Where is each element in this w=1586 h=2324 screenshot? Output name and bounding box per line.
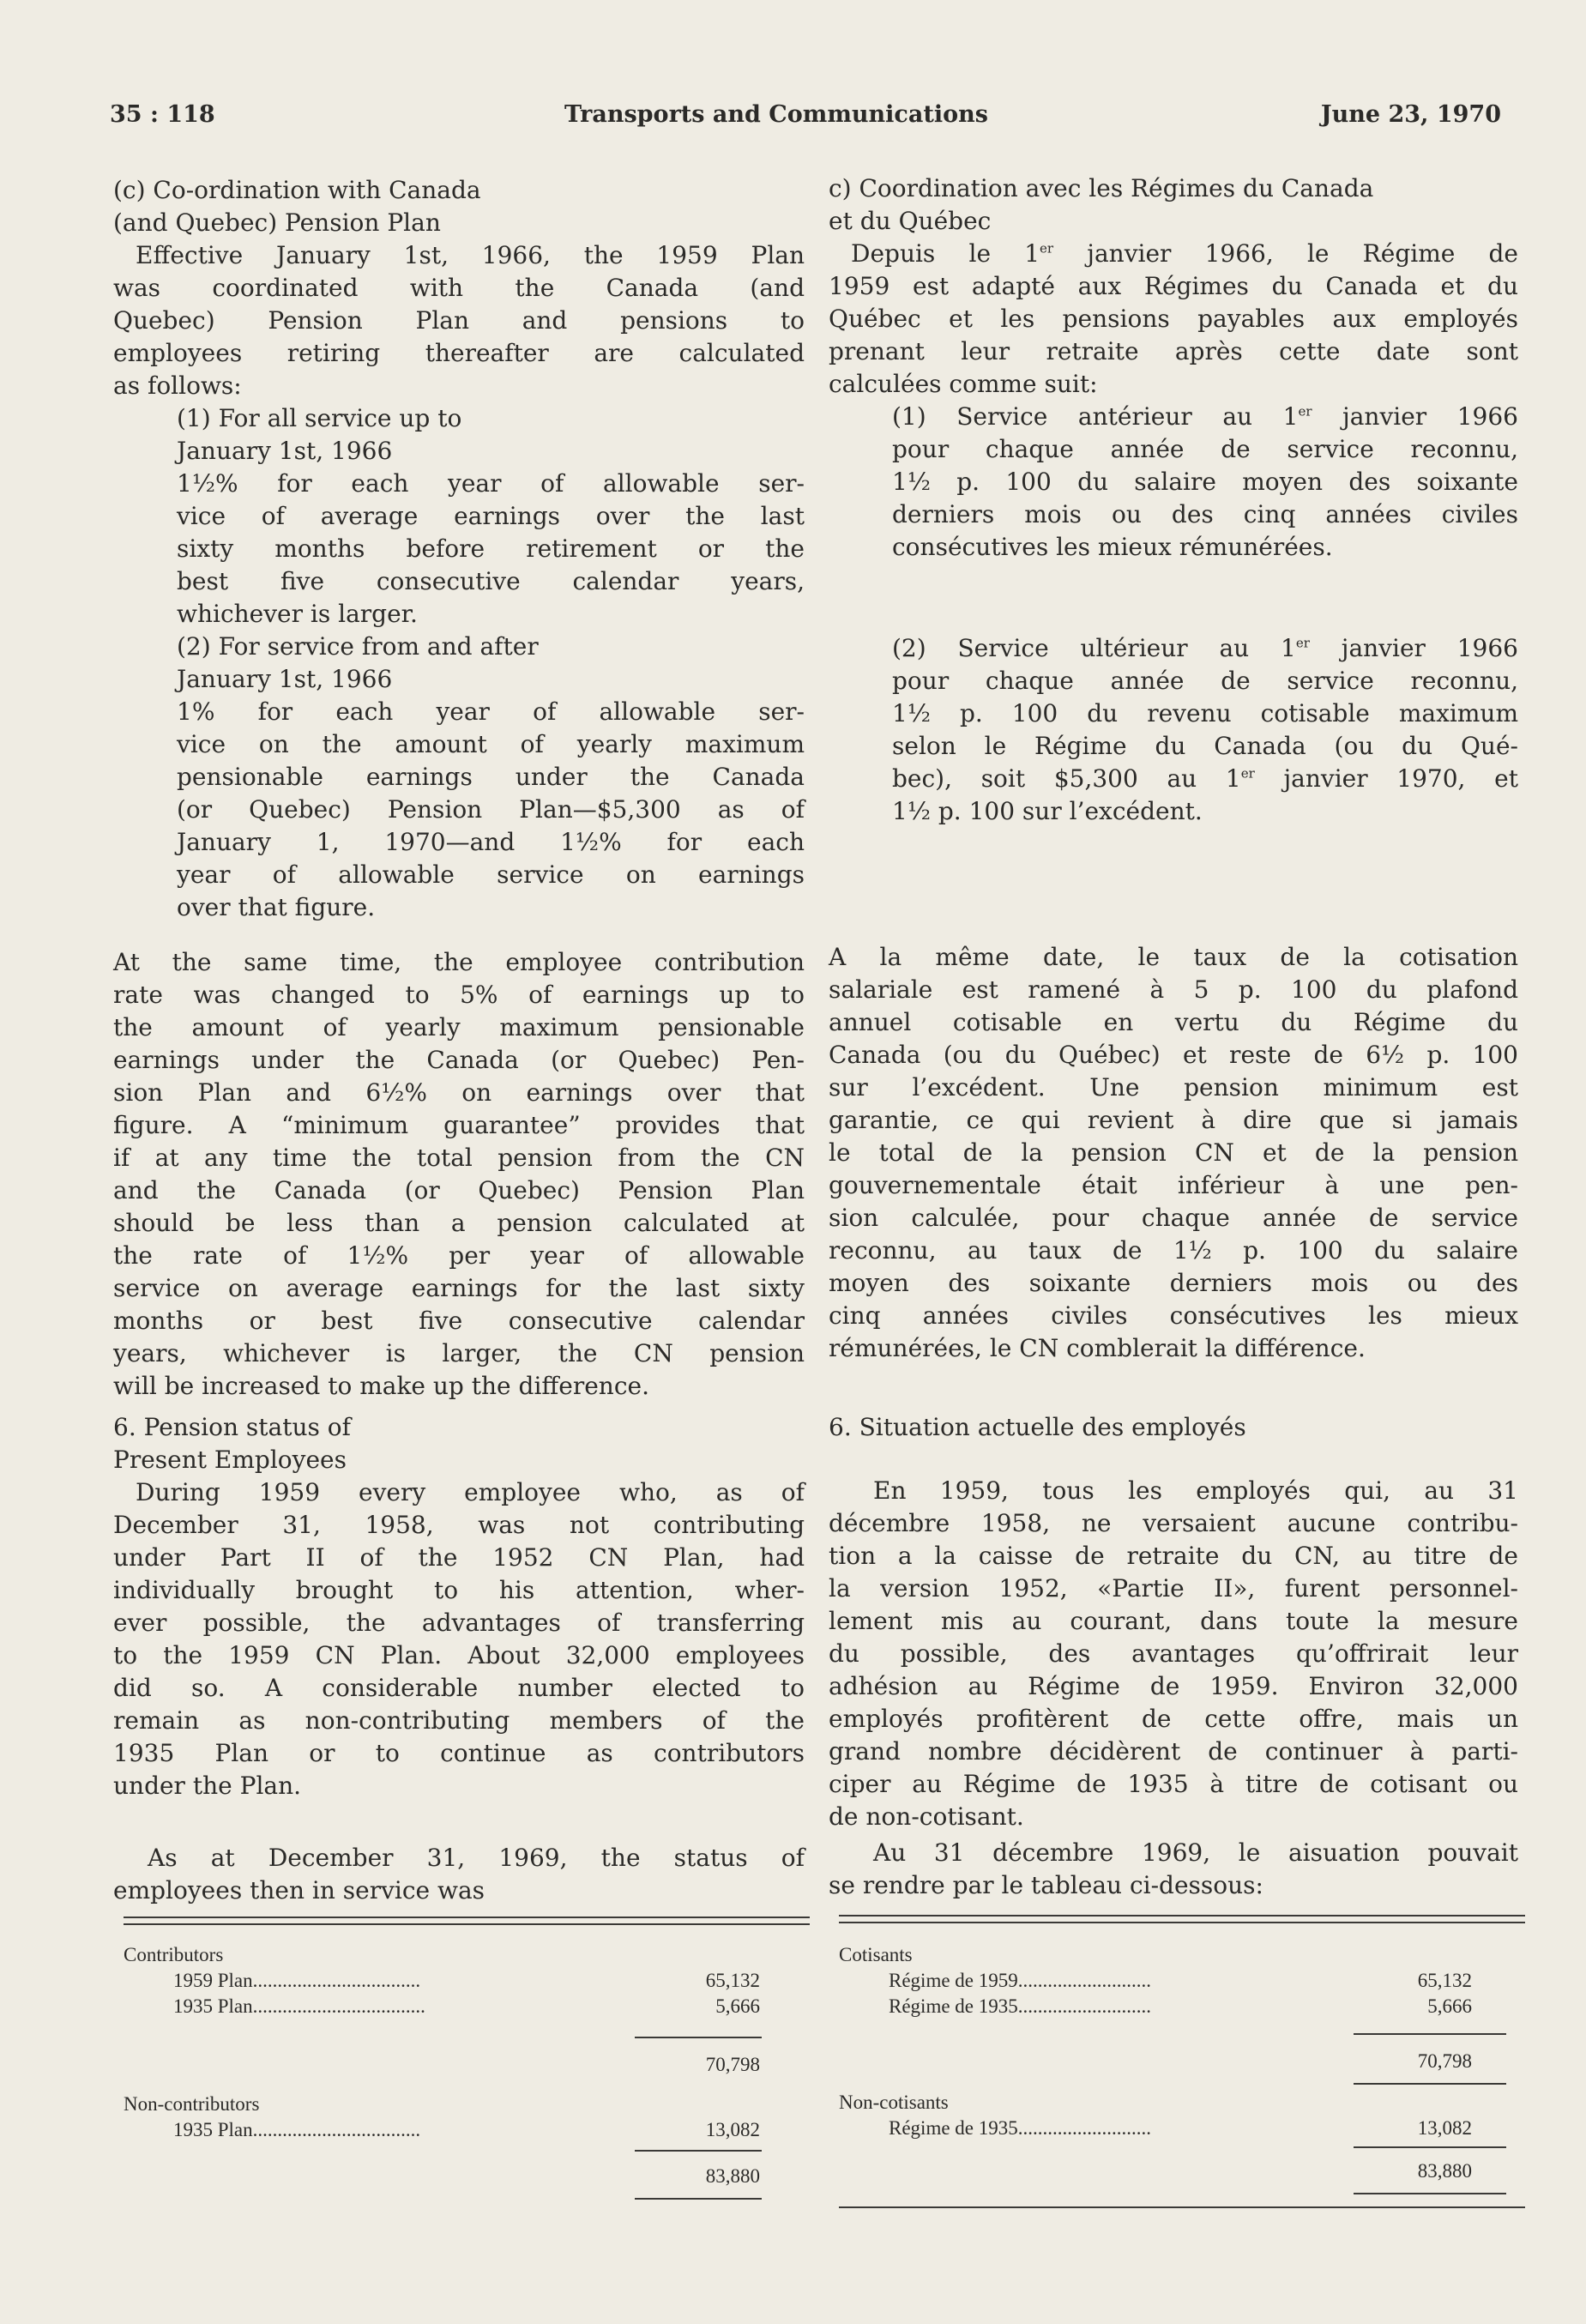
section-c-heading-fr: c) Coordination avec les Régimes du Canada et du Québec [829, 174, 1374, 235]
cotisants-label: Cotisants [839, 1944, 913, 1965]
table-top-rule [124, 1917, 810, 1918]
french-status-table [839, 1915, 1525, 2212]
page-header [110, 101, 1501, 136]
leader-dots: ................................... [252, 1995, 425, 2017]
section-c-heading: (c) Co-ordination with Canada (and Quebec) Pension Plan [113, 176, 481, 237]
table-value: 13,082 [1417, 2117, 1472, 2139]
table-top-rule-2 [124, 1923, 810, 1925]
subtotal-value: 70,798 [1417, 2050, 1472, 2072]
item-2-paragraph: (2) For service from and after January 1st, 1966 1% for each year of allowable ser- vice on the amount of yearly maximum pensionable earnings under the Canada (or Quebec) Pension Plan—$5,300 as of January 1, 1970—and 1½% for each year of allowable service on earnings over that figure. [177, 632, 805, 921]
as-at-paragraph: As at December 31, 1969, the status of employees then in service was [113, 1844, 805, 1904]
au-31-paragraph: Au 31 décembre 1969, le aisuation pouvait se rendre par le tableau ci-dessous: [829, 1838, 1518, 1899]
effective-paragraph: Effective January 1st, 1966, the 1959 Plan was coordinated with the Canada (and Quebec) Pension Plan and pensions to employees retiring thereafter are calculated as follows: [113, 241, 805, 400]
table-value: 65,132 [705, 1970, 760, 1991]
leader-dots: ........................... [1017, 1995, 1151, 2017]
noncontributors-label: Non-contributors [124, 2093, 260, 2115]
leader-dots: ........................... [1017, 2117, 1151, 2139]
bottom-rule [635, 2198, 762, 2200]
depuis-paragraph: Depuis le 1er janvier 1966, le Régime de 1959 est adapté aux Régimes du Canada et du Québec et les pensions payables aux employés prenant leur retraite après cette date sont calculées comme suit: [829, 239, 1519, 398]
non-cotisants-label: Non-cotisants [839, 2092, 949, 2113]
table-row: Régime de 1935........................... [889, 2117, 1151, 2139]
page-title: Transports and Communications [564, 101, 988, 128]
total-rule-2 [1354, 2193, 1506, 2194]
section-6-heading: 6. Pension status of Present Employees [113, 1413, 352, 1474]
table-row: 1935 Plan.................................. [173, 2119, 421, 2140]
total-rule [635, 2150, 762, 2152]
table-row: 1935 Plan................................... [173, 1995, 425, 2017]
en-1959-paragraph: En 1959, tous les employés qui, au 31 décembre 1958, ne versaient aucune contribu- tion a la caisse de retraite du CN, au titre de la version 1952, «Partie II», furent personnel- lement mis au courant, dans toute la mesure du possible, des avantages qu’offrirait leur adhésion au Régime de 1959. Environ 32,000 employés profitèrent de cette offre, mais un grand nombre décidèrent de continuer à parti- ciper au Régime de 1935 à titre de cotisant ou de non-cotisant. [829, 1476, 1518, 1831]
page-date: June 23, 1970 [1320, 101, 1501, 128]
total-value: 83,880 [705, 2165, 760, 2187]
table-value: 65,132 [1417, 1970, 1472, 1991]
table-value: 5,666 [1427, 1995, 1472, 2017]
contributors-label: Contributors [124, 1944, 224, 1965]
table-row: Régime de 1959........................... [889, 1970, 1151, 1991]
item-1-paragraph: (1) For all service up to January 1st, 1966 1½% for each year of allowable ser- vice of average earnings over the last sixty months before retirement or the best five consecutive calendar years, whichever is larger. [177, 404, 805, 628]
subtotal-value: 70,798 [705, 2054, 760, 2075]
total-rule [1354, 2146, 1506, 2148]
leader-dots: ........................... [1017, 1970, 1151, 1991]
same-time-paragraph: At the same time, the employee contribution rate was changed to 5% of earnings up to the amount of yearly maximum pensionable earnings under the Canada (or Quebec) Pen- sion Plan and 6½% on earnings over that figure. A “minimum guarantee” provides that if at any time the total pension from the CN and the Canada (or Quebec) Pension Plan should be less than a pension calculated at the rate of 1½% per year of allowable service on average earnings for the last sixty months or best five consecutive calendar years, whichever is larger, the CN pension will be increased to make up the difference. [113, 948, 805, 1400]
subtotal-rule [1354, 2033, 1506, 2035]
table-row: Régime de 1935........................... [889, 1995, 1151, 2017]
item-1-paragraph-fr: (1) Service antérieur au 1er janvier 1966 pour chaque année de service reconnu, 1½ p. 100 du salaire moyen des soixante derniers mois ou des cinq années civiles consécutives les mieux rémunérées. [892, 402, 1518, 561]
subtotal-rule-2 [1354, 2083, 1506, 2085]
leader-dots: .................................. [252, 2119, 421, 2140]
leader-dots: .................................. [252, 1970, 421, 1991]
table-row: 1959 Plan.................................. [173, 1970, 421, 1991]
subtotal-rule [635, 2037, 762, 2038]
meme-date-paragraph: A la même date, le taux de la cotisation salariale est ramené à 5 p. 100 du plafond annuel cotisable en vertu du Régime du Canada (ou du Québec) et reste de 6½ p. 100 sur l’excédent. Une pension minimum est garantie, ce qui revient à dire que si jamais le total de la pension CN et de la pension gouvernementale était inférieur à une pen- sion calculée, pour chaque année de service reconnu, au taux de 1½ p. 100 du salaire moyen des soixante derniers mois ou des cinq années civiles consécutives les mieux rémunérées, le CN comblerait la différence. [829, 943, 1518, 1362]
table-top-rule-2 [839, 1922, 1525, 1923]
table-top-rule [839, 1915, 1525, 1917]
english-status-table [124, 1917, 810, 2208]
section-6-heading-fr: 6. Situation actuelle des employés [829, 1413, 1246, 1441]
table-value: 5,666 [715, 1995, 760, 2017]
item-2-paragraph-fr: (2) Service ultérieur au 1er janvier 1966 pour chaque année de service reconnu, 1½ p. 100 du revenu cotisable maximum selon le Régime du Canada (ou du Qué- bec), soit $5,300 au 1er janvier 1970, et 1½ p. 100 sur l’excédent. [892, 634, 1518, 825]
table-bottom-rule [839, 2206, 1525, 2208]
during-1959-paragraph: During 1959 every employee who, as of December 31, 1958, was not contributing under Part II of the 1952 CN Plan, had individually brought to his attention, wher- ever possible, the advantages of transferring to the 1959 CN Plan. About 32,000 employees did so. A considerable number elected to remain as non-contributing members of the 1935 Plan or to continue as contributors under the Plan. [113, 1478, 805, 1800]
table-value: 13,082 [705, 2119, 760, 2140]
page-number: 35 : 118 [110, 101, 215, 128]
total-value: 83,880 [1417, 2160, 1472, 2182]
